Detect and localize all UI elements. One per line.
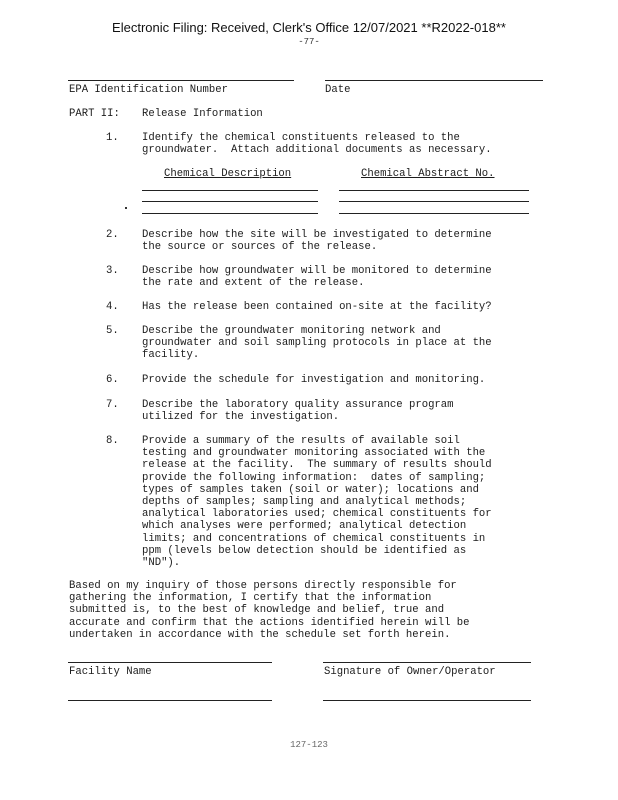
facility-name-line bbox=[68, 662, 272, 663]
chemical-abstract-header: Chemical Abstract No. bbox=[361, 168, 495, 180]
facility-name-label: Facility Name bbox=[69, 666, 152, 678]
item-number: 6. bbox=[106, 374, 119, 386]
page-number: -77- bbox=[298, 37, 320, 47]
item-text: Describe how groundwater will be monitored to determine the rate and extent of the release. bbox=[142, 265, 492, 290]
item-number: 4. bbox=[106, 301, 119, 313]
item-text: Has the release been contained on-site at the facility? bbox=[142, 301, 492, 313]
blank-line bbox=[68, 700, 272, 701]
item-text: Provide a summary of the results of available soil testing and groundwater monitoring associated with the release at the facility. The summary of results should provide the following information: dates of sampling; types of samples taken (soil or water); locations and depths of samples; sampling and analytical methods; analytical laboratories used; chemical constituents for which analyses were performed; analytical detection limits; and concentrations of chemical constituents in ppm (levels below detection should be identified as "ND"). bbox=[142, 435, 492, 570]
chemical-abstract-line bbox=[339, 213, 529, 214]
blank-line bbox=[323, 700, 531, 701]
chemical-description-line bbox=[142, 190, 318, 191]
epa-id-label: EPA Identification Number bbox=[69, 84, 228, 96]
chemical-abstract-line bbox=[339, 190, 529, 191]
part-title: Release Information bbox=[142, 108, 263, 120]
chemical-description-line bbox=[142, 201, 318, 202]
stray-mark bbox=[125, 207, 127, 209]
chemical-description-line bbox=[142, 213, 318, 214]
item-number: 1. bbox=[106, 132, 119, 144]
item-number: 8. bbox=[106, 435, 119, 447]
epa-id-line bbox=[68, 80, 294, 81]
item-number: 5. bbox=[106, 325, 119, 337]
date-label: Date bbox=[325, 84, 351, 96]
filing-stamp: Electronic Filing: Received, Clerk's Office 12/07/2021 **R2022-018** bbox=[112, 20, 506, 35]
chemical-abstract-line bbox=[339, 201, 529, 202]
item-number: 3. bbox=[106, 265, 119, 277]
item-text: Describe how the site will be investigated to determine the source or sources of the release. bbox=[142, 229, 492, 254]
certification-statement: Based on my inquiry of those persons directly responsible for gathering the information, I certify that the information submitted is, to the best of knowledge and belief, true and accurate and confirm that the actions identified herein will be undertaken in accordance with the schedule set forth herein. bbox=[69, 580, 470, 641]
item-text: Describe the laboratory quality assurance program utilized for the investigation. bbox=[142, 399, 454, 424]
item-text: Identify the chemical constituents released to the groundwater. Attach additional documents as necessary. bbox=[142, 132, 492, 157]
date-line bbox=[325, 80, 543, 81]
footer-code: 127-123 bbox=[290, 740, 328, 750]
item-number: 2. bbox=[106, 229, 119, 241]
chemical-description-header: Chemical Description bbox=[164, 168, 292, 180]
part-label: PART II: bbox=[69, 108, 120, 120]
item-text: Describe the groundwater monitoring network and groundwater and soil sampling protocols in place at the facility. bbox=[142, 325, 492, 362]
item-text: Provide the schedule for investigation and monitoring. bbox=[142, 374, 486, 386]
item-number: 7. bbox=[106, 399, 119, 411]
signature-line bbox=[323, 662, 531, 663]
signature-label: Signature of Owner/Operator bbox=[324, 666, 496, 678]
